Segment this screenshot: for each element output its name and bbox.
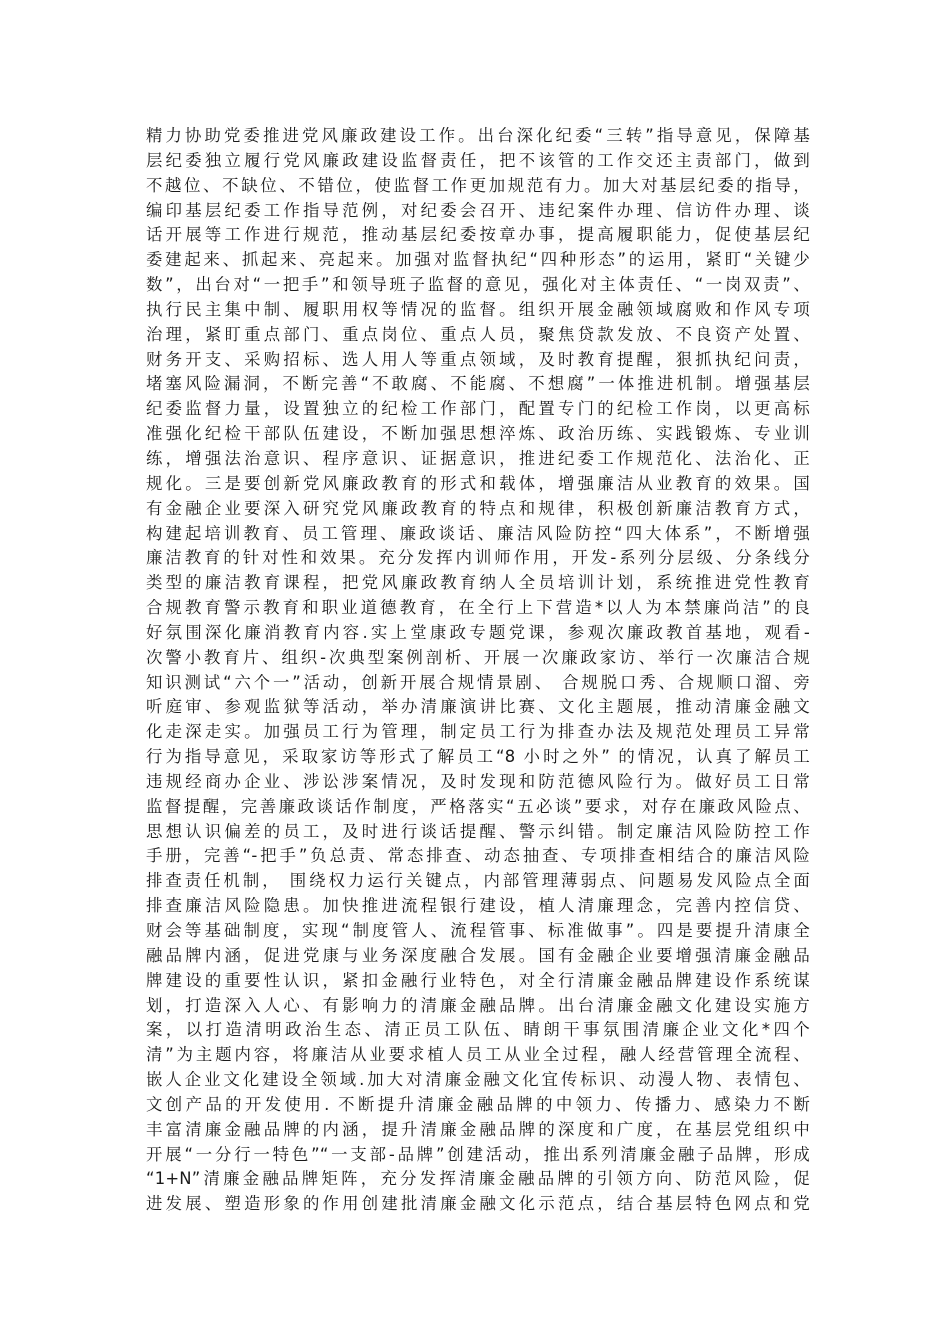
text-line: 清”为主题内容，将廉洁从业要求植人员工从业全过程，融人经营管理全流程、 xyxy=(146,1045,810,1065)
text-line: 排查责任机制， 围绕权力运行关键点，内部管理薄弱点、问题易发风险点全面 xyxy=(146,871,810,891)
text-line: 治理，紧盯重点部门、重点岗位、重点人员，聚焦贷款发放、不良资产处置、 xyxy=(146,324,810,344)
text-line: 听庭审、参观监狱等活动，举办清廉演讲比赛、文化主题展，推动清廉金融文 xyxy=(146,697,810,717)
text-line: 构建起培训教育、员工管理、廉政谈话、廉洁风险防控“四大体系”，不断增强 xyxy=(146,523,810,543)
text-line: 排查廉洁风险隐患。加快推进流程银行建设，植人清廉理念，完善内控信贷、 xyxy=(146,896,810,916)
text-line: 文创产品的开发使用. 不断提升清廉金融品牌的中领力、传播力、感染力不断 xyxy=(146,1094,810,1114)
text-line: 丰富清廉金融品牌的内涵，提升清廉金融品牌的深度和广度，在基层党组织中 xyxy=(146,1119,810,1139)
text-line: 融品牌内涵，促进党康与业务深度融合发展。国有金融企业要增强清廉金融品 xyxy=(146,945,810,965)
text-line: 划，打造深入人心、有影响力的清廉金融品牌。出台清廉金融文化建设实施方 xyxy=(146,995,810,1015)
text-line: 堵塞风险漏洞，不断完善“不敢腐、不能腐、不想腐”一体推进机制。增强基层 xyxy=(146,374,810,394)
text-line: 好氛围深化廉消教育内容.实上堂康政专题党课，参观次廉政教首基地，观看- xyxy=(146,622,810,642)
text-line: 规化。三是要创新党风廉政教育的形式和载体，增强廉洁从业教育的效果。国 xyxy=(146,473,810,493)
text-line: 进发展、塑造形象的作用创建批清廉金融文化示范点，结合基层特色网点和党 xyxy=(146,1194,810,1214)
text-line: 牌建设的重要性认识，紧扣金融行业特色，对全行清廉金融品牌建设作系统谋 xyxy=(146,970,810,990)
text-line: 准强化纪检干部队伍建设，不断加强思想淬炼、政治历练、实践锻炼、专业训 xyxy=(146,424,810,444)
text-line: 纪委监督力量，设置独立的纪检工作部门，配置专门的纪检工作岗，以更高标 xyxy=(146,399,810,419)
text-line: 类型的廉洁教育课程，把党风廉政教育纳人全员培训计划，系统推进党性教育 xyxy=(146,573,810,593)
text-line: 行为指导意见，采取家访等形式了解员工“8 小时之外” 的情况，认真了解员工 xyxy=(146,747,810,767)
text-line: 案，以打造清明政治生态、清正员工队伍、睛朗干事氛围清廉企业文化*四个 xyxy=(146,1020,810,1040)
body-paragraph xyxy=(146,124,810,1217)
text-line: 财会等基础制度，实现“制度管人、流程管事、标准做事”。四是要提升清康全 xyxy=(146,921,810,940)
text-line: 化走深走实。加强员工行为管理，制定员工行为排查办法及规范处理员工异常 xyxy=(146,722,810,742)
text-line: 不越位、不缺位、不错位，使监督工作更加规范有力。加大对基层纪委的指导， xyxy=(146,175,810,195)
text-line: 廉洁教育的针对性和效果。充分发挥内训师作用，开发-系列分层级、分条线分 xyxy=(146,548,810,568)
text-line: 数”，出台对“一把手”和领导班子监督的意见，强化对主体责任、“一岗双责”、 xyxy=(146,275,810,295)
text-line: 手册，完善“-把手”负总责、常态排查、动态抽查、专项排查相结合的廉洁风险 xyxy=(146,846,810,866)
text-line: 编印基层纪委工作指导范例，对纪委会召开、违纪案件办理、信访件办理、谈 xyxy=(146,200,810,220)
text-line: 开展“一分行一特色”“一支部-品牌”创建活动，推出系列清廉金融子品牌，形成 xyxy=(146,1144,810,1164)
text-line: “1+N”清廉金融品牌矩阵，充分发挥清廉金融品牌的引领方向、防范风险，促 xyxy=(146,1169,810,1189)
text-line: 有金融企业要深入研究党风廉政教育的特点和规律，积极创新廉洁教育方式， xyxy=(146,498,810,518)
text-line: 话开展等工作进行规范，推动基层纪委按章办事，提高履职能力，促使基层纪 xyxy=(146,225,810,245)
text-line: 精力协助党委推进党风廉政建设工作。出台深化纪委“三转”指导意见，保障基 xyxy=(146,126,810,145)
text-line: 思想认识偏差的员工，及时进行谈话提醒、警示纠错。制定廉洁风险防控工作 xyxy=(146,821,810,841)
text-line: 次警小教育片、组织-次典型案例剖析、开展一次廉政家访、举行一次廉洁合规 xyxy=(146,647,810,667)
text-line: 合规教育警示教育和职业道德教育，在全行上下营造*以人为本禁廉尚洁”的良 xyxy=(146,598,810,618)
text-line: 练，增强法治意识、程序意识、证据意识，推进纪委工作规范化、法治化、正 xyxy=(146,448,810,468)
text-line: 层纪委独立履行党风廉政建设监督责任，把不该管的工作交还主责部门，做到 xyxy=(146,150,810,170)
text-line: 违规经商办企业、涉讼涉案情况，及时发现和防范德风险行为。做好员工日常 xyxy=(146,771,810,791)
text-line: 财务开支、采购招标、选人用人等重点领域，及时教育提醒，狠抓执纪问责， xyxy=(146,349,810,369)
text-line: 嵌人企业文化建设全领域.加大对清廉金融文化宜传标识、动漫人物、表情包、 xyxy=(146,1070,810,1090)
text-line: 执行民主集中制、履职用权等情况的监督。组织开展金融领域腐败和作风专项 xyxy=(146,299,810,319)
text-line: 知识测试“六个一”活动，创新开展合规情景剧、 合规脱口秀、合规顺口溜、旁 xyxy=(146,672,810,692)
text-line: 监督提醒，完善廉政谈话作制度，严格落实“五必谈”要求，对存在廉政风险点、 xyxy=(146,796,810,816)
text-line: 委建起来、抓起来、亮起来。加强对监督执纪“四种形态”的运用，紧盯“关键少 xyxy=(146,250,810,270)
